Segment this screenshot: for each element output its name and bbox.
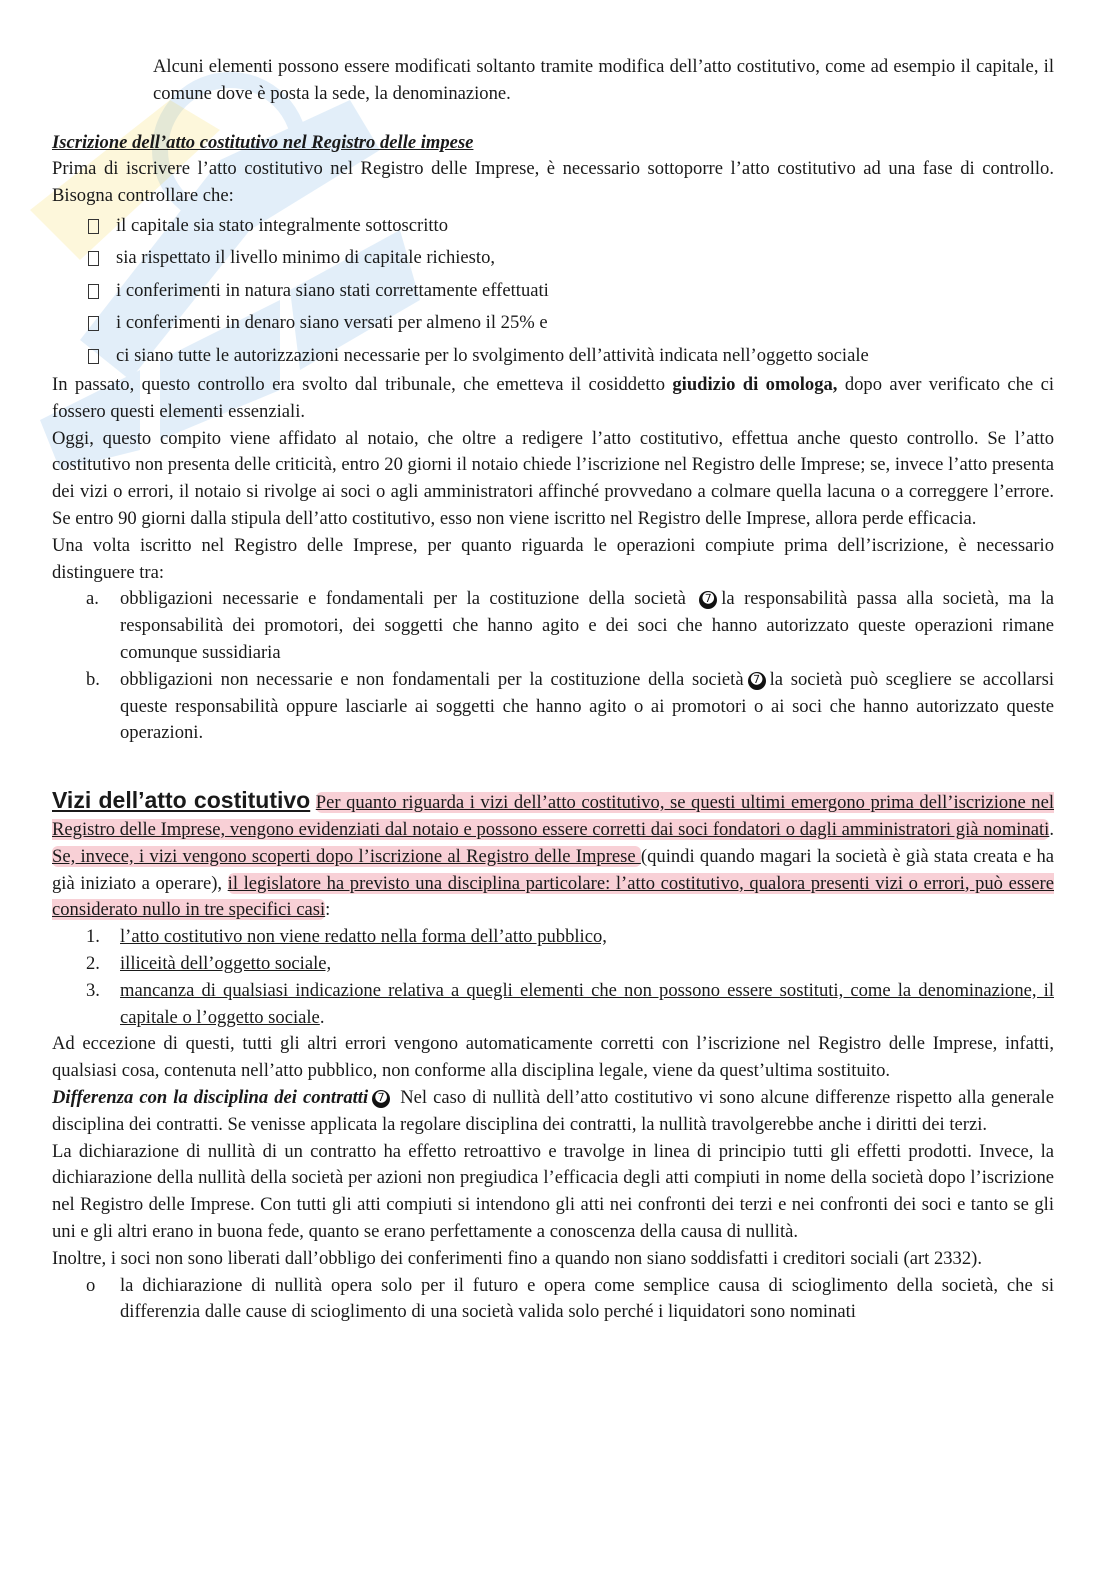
checkbox-glyph-icon xyxy=(88,316,99,331)
list-item: a. obbligazioni necessarie e fondamentali per la costituzione della società ➐ la responsabilità passa alla società, ma la responsabilità dei promotori, dei soggetti che hanno agito e dei soci che hanno autorizzato queste operazioni rimane comunque sussidiaria xyxy=(86,588,1054,663)
list-item: 1. l’atto costitutivo non viene redatto nella forma dell’atto pubblico, xyxy=(86,926,607,948)
list-item: il capitale sia stato integralmente sottoscritto xyxy=(52,210,1054,242)
nullity-cases-list xyxy=(52,924,1054,1031)
arrow-icon: ➐ xyxy=(748,672,766,690)
section2-para1: Ad eccezione di questi, tutti gli altri errori vengono automaticamente corretti con l’iscrizione nel Registro delle Imprese, infatti, qualsiasi cosa, contenuta nell’atto pubblico, non conforme alla disciplina legale, viene da quest’ultima sostituito. xyxy=(52,1033,1054,1082)
circle-list xyxy=(52,1273,1054,1327)
intro-paragraph: Alcuni elementi possono essere modificati soltanto tramite modifica dell’atto costitutivo, come ad esempio il capitale, il comune dove è posta la sede, la denominazione. xyxy=(153,56,1054,104)
checkbox-glyph-icon xyxy=(88,251,99,266)
checkbox-glyph-icon xyxy=(88,219,99,234)
section2-para2: La dichiarazione di nullità di un contratto ha effetto retroattivo e travolge in linea di principio tutti gli effetti prodotti. Invece, la dichiarazione della nullità della società per azioni non pregiudica l’efficacia degli atti compiuti in nome della società dopo l’iscrizione nel Registro delle Imprese. Con tutti gli atti compiuti si intendono gli atti nei confronti dei terzi e nei confronti dei soci e tanto se gli uni e gli altri erano in buona fede, quanto se erano perfettamente a conoscenza della causa di nullità. xyxy=(52,1140,1054,1242)
arrow-icon: ➐ xyxy=(372,1090,390,1108)
diff-heading: Differenza con la disciplina dei contratti xyxy=(52,1086,369,1108)
section2-diff: Differenza con la disciplina dei contratti ➐ Nel caso di nullità dell’atto costitutivo vi sono alcune differenze rispetto alla generale disciplina dei contratti. Se venisse applicata la regolare disciplina dei contratti, la nullità travolgerebbe anche i diritti dei terzi. xyxy=(52,1086,1054,1135)
list-item: 2. illiceità dell’oggetto sociale, xyxy=(86,952,332,974)
list-item: i conferimenti in natura siano stati correttamente effettuati xyxy=(52,275,1054,307)
control-checklist xyxy=(52,210,1054,372)
list-item: ci siano tutte le autorizzazioni necessarie per lo svolgimento dell’attività indicata nell’oggetto sociale xyxy=(52,340,1054,372)
section1-para2: In passato, questo controllo era svolto dal tribunale, che emetteva il cosiddetto giudizio di omologa, dopo aver verificato che ci fossero questi elementi essenziali. xyxy=(52,374,1054,422)
checkbox-glyph-icon xyxy=(88,284,99,299)
section2-intro: Vizi dell’atto costitutivo Per quanto riguarda i vizi dell’atto costitutivo, se questi ultimi emergono prima dell’iscrizione nel Registro delle Imprese, vengono evidenziati dal notaio e possono essere corretti dai soci fondatori o dagli amministratori già nominati. Se, invece, i vizi vengono scoperti dopo l’iscrizione al Registro delle Imprese (quindi quando magari la società è già stata creata e ha già iniziato a operare), il legislatore ha previsto una disciplina particolare: l’atto costitutivo, qualora presenti vizi o errori, può essere considerato nullo in tre specifici casi: xyxy=(52,787,1055,921)
list-item: 3. mancanza di qualsiasi indicazione relativa a quegli elementi che non possono essere sostituti, come la denominazione, il capitale o l’oggetto sociale. xyxy=(86,979,1054,1028)
obligations-list xyxy=(52,586,1054,747)
section1-heading: Iscrizione dell’atto costitutivo nel Registro delle impese xyxy=(52,131,474,153)
section2-para3: Inoltre, i soci non sono liberati dall’obbligo dei conferimenti fino a quando non siano soddisfatti i creditori sociali (art 2332). xyxy=(52,1247,982,1269)
section2-heading: Vizi dell’atto costitutivo xyxy=(52,787,311,814)
arrow-icon: ➐ xyxy=(699,591,717,609)
section1-para4: Una volta iscritto nel Registro delle Imprese, per quanto riguarda le operazioni compiute prima dell’iscrizione, è necessario distinguere tra: xyxy=(52,534,1054,583)
list-item: i conferimenti in denaro siano versati per almeno il 25% e xyxy=(52,307,1054,339)
checkbox-glyph-icon xyxy=(88,349,99,364)
section1-para1: Prima di iscrivere l’atto costitutivo nel Registro delle Imprese, è necessario sottoporre l’atto costitutivo ad una fase di controllo. Bisogna controllare che: xyxy=(52,158,1054,207)
list-item: o la dichiarazione di nullità opera solo per il futuro e opera come semplice causa di scioglimento della società, che si differenzia dalle cause di scioglimento di una società valida solo perché i liquidatori sono nominati xyxy=(86,1274,1054,1323)
document-page xyxy=(52,54,1054,1326)
section1-para3: Oggi, questo compito viene affidato al notaio, che oltre a redigere l’atto costitutivo, effettua anche questo controllo. Se l’atto costitutivo non presenta delle criticità, entro 20 giorni il notaio chiede l’iscrizione nel Registro delle Imprese; se, invece l’atto presenta dei vizi o errori, il notaio si rivolge ai soci o agli amministratori affinché provvedano a colmare quella lacuna o a correggere l’errore. Se entro 90 giorni dalla stipula dell’atto costitutivo, esso non viene iscritto nel Registro delle Imprese, allora perde efficacia. xyxy=(52,427,1054,529)
list-item: sia rispettato il livello minimo di capitale richiesto, xyxy=(52,242,1054,274)
list-item: b. obbligazioni non necessarie e non fondamentali per la costituzione della società ➐ la società può scegliere se accollarsi queste responsabilità oppure lasciarle ai soggetti che hanno agito o ai promotori o ai soci che hanno autorizzato queste operazioni. xyxy=(86,668,1054,744)
